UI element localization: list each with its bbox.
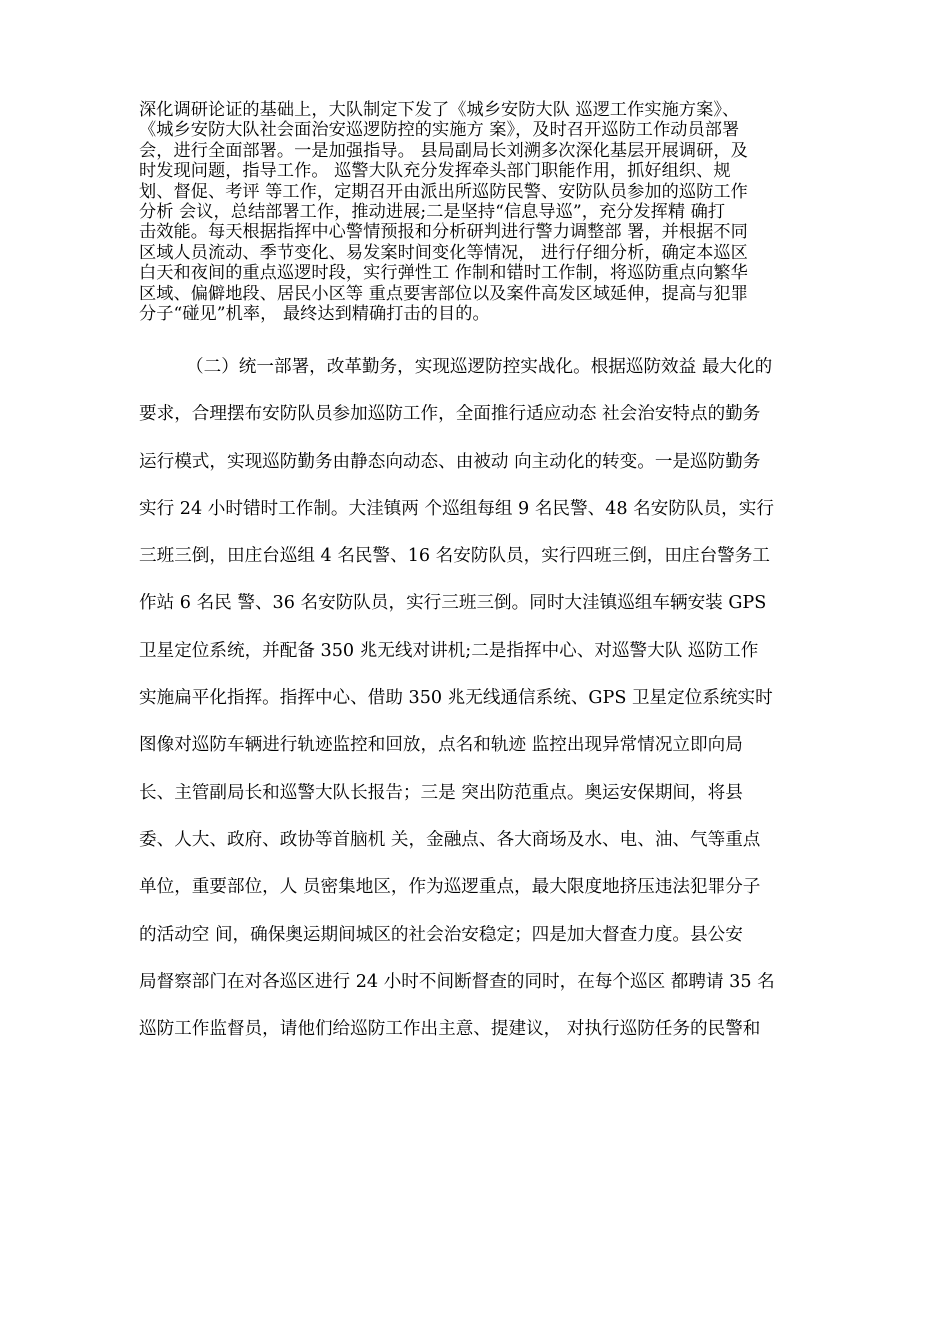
text-line: 深化调研论证的基础上，大队制定下发了《城乡安防大队 巡逻工作实施方案》、 xyxy=(139,100,740,120)
text-line: 作站 6 名民 警、36 名安防队员，实行三班三倒。同时大洼镇巡组车辆安装 GPS xyxy=(139,593,767,614)
text-line: 委、人大、政府、政协等首脑机 关，金融点、各大商场及水、电、油、气等重点 xyxy=(139,829,761,850)
text-line: 分子“碰见”机率， 最终达到精确打击的目的。 xyxy=(139,303,490,324)
text-line: 的活动空 间，确保奥运期间城区的社会治安稳定；四是加大督查力度。县公安 xyxy=(139,924,743,945)
text-line: 会，进行全面部署。一是加强指导。 县局副局长刘溯多次深化基层开展调研，及 xyxy=(139,140,748,161)
text-line: 巡防工作监督员，请他们给巡防工作出主意、提建议， 对执行巡防任务的民警和 xyxy=(139,1019,761,1040)
text-line: 卫星定位系统，并配备 350 兆无线对讲机;二是指挥中心、对巡警大队 巡防工作 xyxy=(139,640,759,661)
paragraph-1 xyxy=(139,100,819,324)
text-line: 三班三倒，田庄台巡组 4 名民警、16 名安防队员，实行四班三倒，田庄台警务工 xyxy=(139,546,770,567)
text-line: 白天和夜间的重点巡逻时段，实行弹性工 作制和错时工作制，将巡防重点向繁华 xyxy=(139,263,748,284)
paragraph-2 xyxy=(139,344,829,1053)
text-line: 局督察部门在对各巡区进行 24 小时不间断督查的同时，在每个巡区 都聘请 35 名 xyxy=(139,971,775,992)
text-line: 击效能。每天根据指挥中心警情预报和分析研判进行警力调整部 署，并根据不同 xyxy=(139,222,748,243)
text-line: 分析 会议，总结部署工作，推动进展;二是坚持“信息导巡”，充分发挥精 确打 xyxy=(139,201,726,222)
text-line: 实施扁平化指挥。指挥中心、借助 350 兆无线通信系统、GPS 卫星定位系统实时 xyxy=(139,688,773,709)
text-line: 运行模式，实现巡防勤务由静态向动态、由被动 向主动化的转变。一是巡防勤务 xyxy=(139,451,761,472)
text-line: 要求，合理摆布安防队员参加巡防工作，全面推行适应动态 社会治安特点的勤务 xyxy=(139,404,761,425)
text-line: 划、督促、考评 等工作，定期召开由派出所巡防民警、安防队员参加的巡防工作 xyxy=(139,181,748,202)
text-line: 实行 24 小时错时工作制。大洼镇两 个巡组每组 9 名民警、48 名安防队员，实行 xyxy=(139,498,774,519)
text-line: 长、主管副局长和巡警大队长报告；三是 突出防范重点。奥运安保期间，将县 xyxy=(139,782,743,803)
text-line: 《城乡安防大队社会面治安巡逻防控的实施方 案》，及时召开巡防工作动员部署 xyxy=(139,120,740,141)
text-line: 时发现问题，指导工作。 巡警大队充分发挥牵头部门职能作用，抓好组织、规 xyxy=(139,161,731,182)
text-line: 区域人员流动、季节变化、易发案时间变化等情况， 进行仔细分析，确定本巡区 xyxy=(139,242,748,263)
text-line: 区域、偏僻地段、居民小区等 重点要害部位以及案件高发区域延伸，提高与犯罪 xyxy=(139,283,748,304)
text-line: 单位，重要部位，人 员密集地区，作为巡逻重点，最大限度地挤压违法犯罪分子 xyxy=(139,877,761,898)
text-line: 图像对巡防车辆进行轨迹监控和回放，点名和轨迹 监控出现异常情况立即向局 xyxy=(139,735,743,756)
text-line: （二）统一部署，改革勤务，实现巡逻防控实战化。根据巡防效益 最大化的 xyxy=(186,357,773,377)
